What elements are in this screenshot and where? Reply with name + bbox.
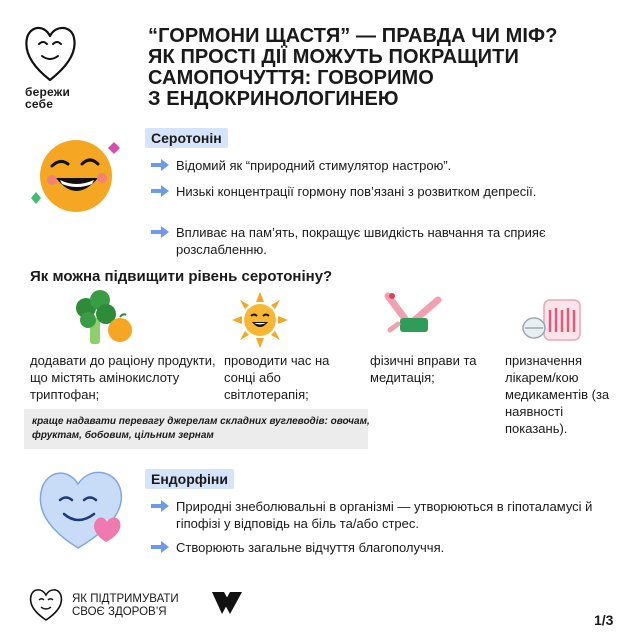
title-line-3: САМОПОЧУТТЯ: ГОВОРИМО bbox=[148, 67, 434, 89]
logo-wordmark bbox=[25, 86, 70, 110]
arrow-right-icon bbox=[150, 540, 170, 554]
pills-illustration bbox=[522, 296, 586, 347]
laughing-face-illustration bbox=[30, 136, 130, 221]
endorphins-label: Ендорфіни bbox=[145, 469, 234, 489]
footer-line-1: ЯК ПІДТРИМУВАТИ bbox=[72, 593, 179, 605]
arrow-right-icon bbox=[150, 225, 170, 239]
way-4: призначення лікарем/кою медикаментів (за наявності показань). bbox=[505, 353, 610, 436]
logo-word-2: себе bbox=[25, 97, 54, 111]
footer-line-2: СВОЄ ЗДОРОВ’Я bbox=[72, 606, 167, 618]
broccoli-icon bbox=[74, 290, 136, 348]
laughing-face-icon bbox=[30, 136, 130, 216]
sun-icon bbox=[232, 292, 288, 348]
heart-logo-icon bbox=[28, 584, 64, 624]
way-1: додавати до раціону продукти, що містять амінокислоту триптофан; bbox=[30, 353, 216, 402]
title-line-1: “ГОРМОНИ ЩАСТЯ” — ПРАВДА ЧИ МІФ? bbox=[148, 25, 558, 47]
title-line-2: ЯК ПРОСТІ ДІЇ МОЖУТЬ ПОКРАЩИТИ bbox=[148, 46, 519, 68]
broccoli-illustration bbox=[74, 290, 136, 353]
note-text: краще надавати перевагу джерелам складних вуглеводів: овочам, фруктам, бобовим, цільним зернам bbox=[32, 416, 370, 441]
footer-caption bbox=[72, 593, 179, 619]
title-line-4: З ЕНДОКРИНОЛОГИНЕЮ bbox=[148, 88, 399, 110]
heart-logo-icon bbox=[22, 18, 78, 88]
page-title bbox=[148, 26, 618, 110]
footer-heart-logo bbox=[28, 584, 64, 629]
yoga-illustration bbox=[384, 290, 444, 347]
heart-face-icon bbox=[32, 462, 137, 552]
sun-illustration bbox=[232, 292, 288, 353]
serotonin-label: Серотонін bbox=[145, 128, 228, 148]
way-3: фізичні вправи та медитація; bbox=[370, 353, 477, 385]
way-2: проводити час на сонці або світлотерапія; bbox=[224, 353, 330, 402]
heart-face-illustration bbox=[32, 462, 137, 557]
logo-word-1: бережи bbox=[25, 85, 71, 99]
brand-logo-icon bbox=[210, 590, 244, 616]
arrow-right-icon bbox=[150, 499, 170, 513]
page-number: 1/3 bbox=[594, 612, 614, 628]
yoga-legs-icon bbox=[384, 290, 444, 342]
serotonin-question: Як можна підвищити рівень серотоніну? bbox=[30, 268, 333, 285]
brand-mark bbox=[210, 590, 244, 621]
arrow-right-icon bbox=[150, 184, 170, 198]
pills-icon bbox=[522, 296, 586, 342]
arrow-right-icon bbox=[150, 158, 170, 172]
